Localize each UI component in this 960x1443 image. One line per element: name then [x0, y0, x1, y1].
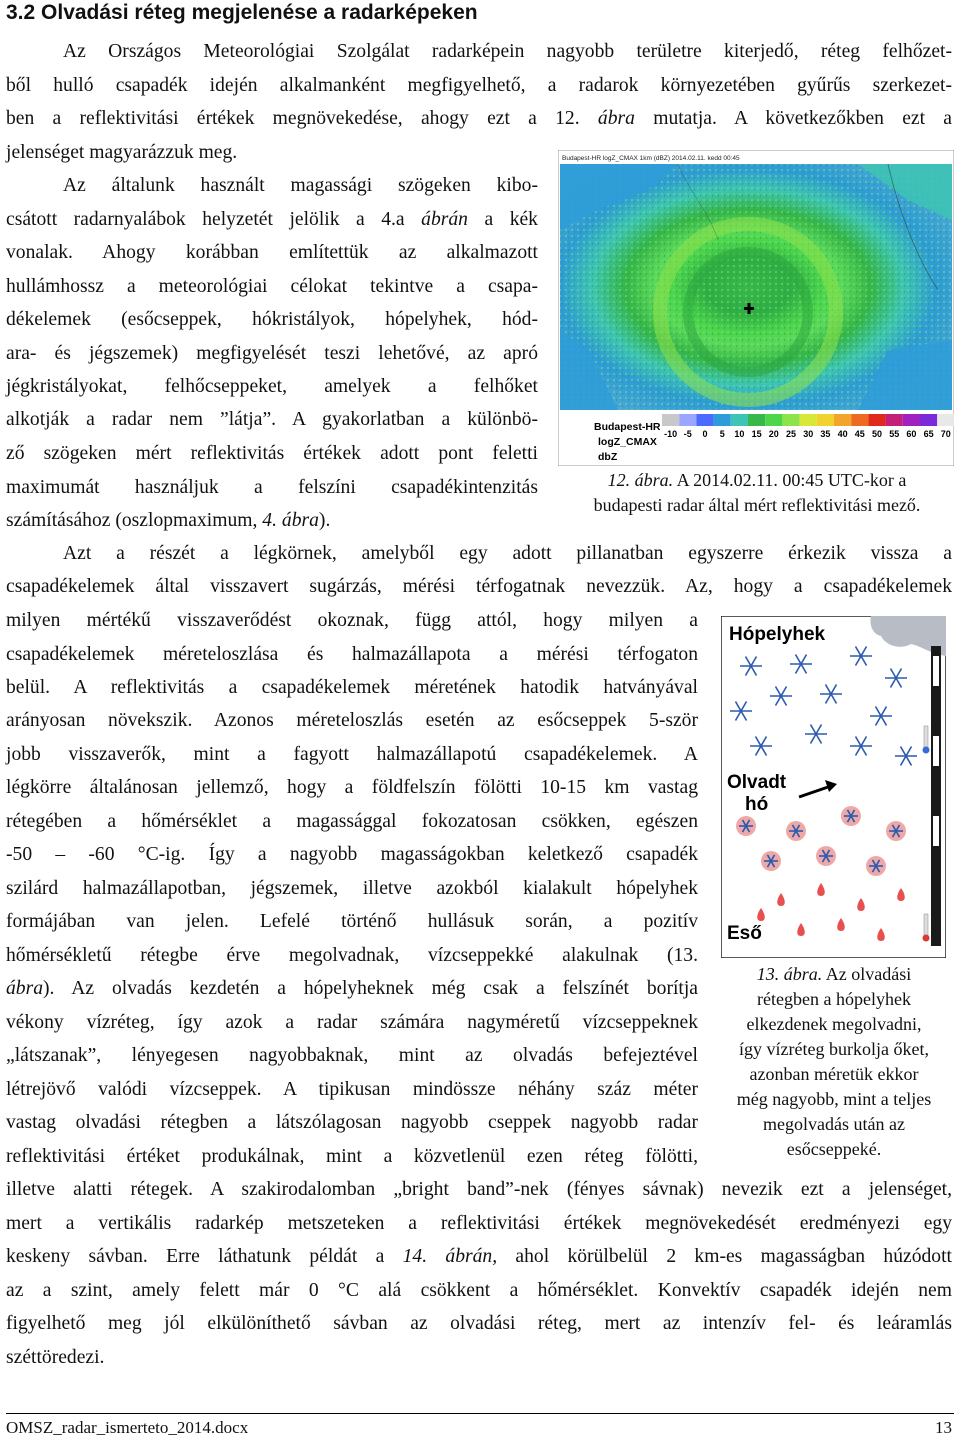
radar-header-text: Budapest-HR logZ_CMAX 1km (dBZ) 2014.02.11. kedd 00:45: [562, 155, 740, 162]
scale-swatch: [765, 414, 782, 426]
scale-tick-label: 35: [820, 429, 831, 439]
text-line: ző szögeken mért reflektivitás értékek adott pont feletti: [6, 443, 538, 464]
text-line: -50 – -60 °C-ig. Így a nagyobb magasságokban keletkező csapadék: [6, 844, 698, 865]
text-line: hőmérsékletű rétegbe érve megolvadnak, vízcseppekké alakulnak (13.: [6, 945, 698, 966]
figure12-caption: 12. ábra. A 2014.02.11. 00:45 UTC-kor a budapesti radar által mért reflektivitási mező.: [593, 470, 921, 515]
text-line: ara- és jégszemek) megfigyelését teszi lehetővé, az apró: [6, 343, 538, 364]
text-line: figyelhető meg jól elkülöníthető sávban az olvadási réteg, mert az intenzív fel- és leáramlás: [6, 1313, 952, 1334]
text-line: milyen mértékű visszaverődést okoznak, függ attól, hogy milyen a: [6, 610, 698, 631]
scale-swatch: [748, 414, 765, 426]
scale-tick-label: 15: [751, 429, 762, 439]
text-line: vonalak. Ahogy korábban említettük az alkalmazott: [6, 242, 538, 263]
footer-filename: OMSZ_radar_ismerteto_2014.docx: [6, 1418, 249, 1437]
text-line: keskeny sávban. Erre láthatunk példát a 14. ábrán, ahol körülbelül 2 km-es magasságban húzódott: [6, 1246, 952, 1267]
scale-swatch: [886, 414, 903, 426]
scale-tick-label: 25: [785, 429, 797, 439]
thermometer-bar: [931, 646, 941, 946]
label-melted-2: hó: [745, 794, 769, 815]
text-line: formájában van jelen. Lefelé történő hullásuk során, a pozitív: [6, 911, 698, 932]
page-number: 13: [935, 1418, 952, 1437]
label-snowflakes: Hópelyhek: [729, 624, 826, 645]
scale-swatch: [782, 414, 799, 426]
scale-tick-label: 60: [906, 429, 917, 439]
melting-layer-illustration: [721, 616, 946, 958]
text-line: számításához (oszlopmaximum, 4. ábra).: [6, 510, 331, 531]
text-line: vékony vízréteg, így azok a radar számára nagyméretű vízcseppeknek: [6, 1012, 698, 1033]
snowflake-icon: [886, 821, 906, 841]
scale-tick-label: 65: [923, 429, 934, 439]
scale-tick-label: 50: [871, 429, 883, 439]
text-line: csapadékelemek által visszavert sugárzás, mérési térfogatnak nevezzük. Az, hogy a csapadékelemek: [6, 576, 952, 597]
scale-tick-label: 30: [803, 429, 814, 439]
label-melted-1: Olvadt: [727, 772, 787, 793]
text-line: hullámhossz a meteorológiai célokat tekintve a csapa-: [6, 276, 538, 297]
text-line: mert a vertikális radarkép metszeteken a reflektivitási értékek megnövekedését eredményezi egy: [6, 1213, 952, 1234]
snowflake-icon: [866, 856, 886, 876]
text-line: arányosan növekszik. Azonos méreteloszlás esetén az esőcseppek 5-ször: [6, 710, 698, 731]
scale-tick-label: 45: [854, 429, 865, 439]
scale-tick-label: 70: [940, 429, 951, 439]
text-line: ből hulló csapadék idején alkalmanként megfigyelhető, a radarok környezetében gyűrűs szerkezet-: [6, 75, 952, 96]
snowflake-icon: [816, 846, 836, 866]
text-line: jégkristályokat, felhőcseppeket, amelyek a felhőket: [6, 376, 538, 397]
text-line: Az általunk használt magassági szögeken kibo-: [63, 175, 538, 196]
text-line: maximumát használjuk a felszíni csapadékintenzitás: [6, 477, 538, 498]
scale-swatch: [714, 414, 731, 426]
scale-tick-label: 55: [889, 429, 900, 439]
text-line: jelenséget magyarázzuk meg.: [6, 142, 238, 163]
scale-tick-label: 5: [719, 429, 725, 439]
snowflake-icon: [841, 806, 861, 826]
radar-reflectivity-image: [558, 150, 954, 466]
footer-divider: [6, 1413, 954, 1414]
text-line: szilárd halmazállapotban, jégszemek, illetve azokból kialakult hópelyhek: [6, 878, 698, 899]
text-line: rétegében a hőmérséklet a magassággal fokozatosan csökken, egészen: [6, 811, 698, 832]
snowflake-icon: [786, 821, 806, 841]
text-line: jobb visszaverők, mint a fagyott halmazállapotú csapadékelemek. A: [6, 744, 698, 765]
figure13-caption: 13. ábra. Az olvadási rétegben a hópelyhek elkezdenek megolvadni, így vízréteg burkolja őket, azonban méretük ekkor még nagyobb, mint a teljes megolvadás után az esőcseppeké.: [736, 964, 932, 1159]
scale-swatch: [696, 414, 713, 426]
scale-tick-label: 0: [702, 429, 708, 439]
scale-tick-label: 10: [734, 429, 745, 439]
snowflake-icon: [761, 851, 781, 871]
scale-tick-label: -10: [664, 429, 678, 439]
text-line: illetve alatti rétegek. A szakirodalomban „bright band”-nek (fényes sávnak) nevezik ezt a jelenséget,: [6, 1179, 952, 1200]
text-line: csátott radarnyalábok helyzetét jelölik a 4.a ábrán a kék: [6, 209, 538, 230]
label-rain: Eső: [727, 923, 762, 944]
scale-swatch: [937, 414, 954, 426]
scale-swatch: [920, 414, 937, 426]
text-line: csapadékelemek méreteloszlása és halmazállapota a mérési térfogaton: [6, 644, 698, 665]
snowflake-icon: [736, 816, 756, 836]
text-line: légkörre általánosan jellemző, hogy a földfelszín fölötti 10-15 km vastag: [6, 777, 698, 798]
legend-label-2: logZ_CMAX: [598, 436, 657, 448]
text-line: reflektivitási értéket produkálnak, mint a közvetlenül ezen réteg fölötti,: [6, 1146, 698, 1167]
text-line: az a szint, amely felett már 0 °C alá csökkent a hőmérséklet. Konvektív csapadék idején nem: [6, 1280, 952, 1301]
scale-tick-label: 40: [837, 429, 848, 439]
scale-swatch: [903, 414, 920, 426]
scale-swatch: [662, 414, 679, 426]
text-line: belül. A reflektivitás a csapadékelemek méretének hatodik hatványával: [6, 677, 698, 698]
text-line: ábra). Az olvadás kezdetén a hópelyheknek még csak a felszínét borítja: [6, 978, 698, 999]
scale-tick-label: -5: [683, 429, 692, 439]
scale-swatch: [817, 414, 834, 426]
text-line: vastag olvadási rétegben a látszólagosan nagyobb cseppek nagyobb radar: [6, 1112, 698, 1133]
text-line: „látszanak”, lényegesen nagyobbaknak, mint az olvadás befejeztével: [6, 1045, 698, 1066]
scale-swatch: [800, 414, 817, 426]
text-line: Az Országos Meteorológiai Szolgálat radarképein nagyobb területre kiterjedő, réteg felhőzet-: [63, 41, 952, 62]
text-line: dékelemek (esőcseppek, hókristályok, hópelyhek, hód-: [6, 309, 538, 330]
text-line: létrejövő valódi vízcseppek. A tipikusan mindössze néhány száz méter: [6, 1079, 698, 1100]
text-line: széttöredezi.: [6, 1347, 105, 1368]
text-line: alkotják a radar nem ”látja”. A gyakorlatban a különbö-: [6, 409, 538, 430]
legend-label-3: dbZ: [598, 451, 618, 463]
section-heading: 3.2 Olvadási réteg megjelenése a radarképeken: [6, 1, 478, 24]
scale-swatch: [851, 414, 868, 426]
text-line: Azt a részét a légkörnek, amelyből egy adott pillanatban egyszerre érkezik vissza a: [63, 543, 952, 564]
legend-label-1: Budapest-HR: [594, 421, 661, 433]
scale-tick-label: 20: [768, 429, 779, 439]
scale-swatch: [834, 414, 851, 426]
scale-swatch: [731, 414, 748, 426]
scale-swatch: [679, 414, 696, 426]
scale-swatch: [868, 414, 885, 426]
text-line: ben a reflektivitási értékek megnövekedése, ahogy ezt a 12. ábra mutatja. A következőkben ezt a: [6, 108, 953, 129]
